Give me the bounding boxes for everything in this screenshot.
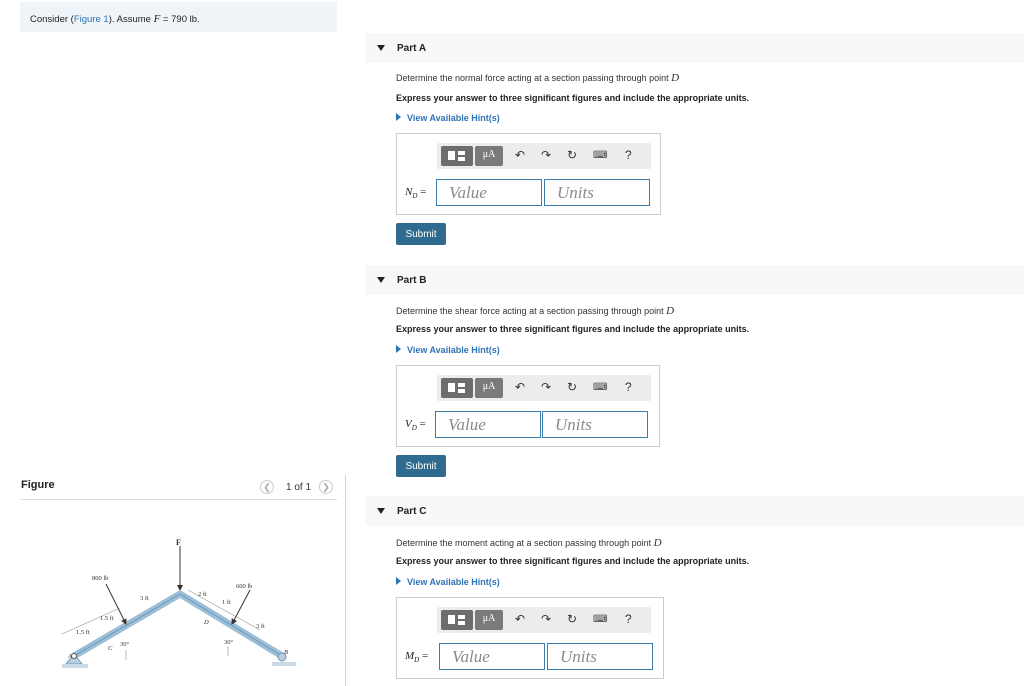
ground-b <box>272 662 296 666</box>
templates-icon[interactable] <box>441 610 473 630</box>
math-toolbar <box>437 375 651 401</box>
part-b-answer-box <box>396 365 660 447</box>
keyboard-icon[interactable]: ⌨ <box>593 382 608 393</box>
part-a-question <box>396 72 679 84</box>
collapse-triangle-icon[interactable] <box>377 277 385 283</box>
help-icon[interactable]: ? <box>625 380 632 394</box>
question-point: D <box>671 72 680 84</box>
ground-a <box>62 664 88 668</box>
math-toolbar <box>437 607 651 633</box>
redo-icon[interactable]: ↷ <box>541 612 552 626</box>
undo-icon[interactable]: ↶ <box>515 148 526 162</box>
subscript: D <box>414 656 420 665</box>
keyboard-icon[interactable]: ⌨ <box>593 614 608 625</box>
units-input[interactable]: Units <box>544 179 650 206</box>
joint-a <box>72 654 77 659</box>
equals-sign: = <box>421 650 429 662</box>
part-a-title: Part A <box>397 43 427 54</box>
label-600lb: 600 lb <box>236 583 253 590</box>
symbol: M <box>405 650 415 662</box>
part-c-question <box>396 537 662 549</box>
intro-prefix: Consider ( <box>30 14 74 25</box>
equals-sign: = <box>420 186 427 198</box>
units-icon[interactable]: μA <box>475 610 503 630</box>
label-1-5ft-a: 1.5 ft <box>100 615 114 622</box>
intro-value: = 790 lb. <box>160 14 200 25</box>
value-input[interactable]: Value <box>439 643 545 670</box>
part-c-instruction: Express your answer to three significant figures and include the appropriate units. <box>396 556 750 566</box>
math-toolbar <box>437 143 651 169</box>
value-input[interactable]: Value <box>436 179 542 206</box>
label-point-d: D <box>204 619 209 626</box>
part-a-instruction: Express your answer to three significant figures and include the appropriate units. <box>396 93 750 103</box>
help-icon[interactable]: ? <box>625 612 632 626</box>
undo-icon[interactable]: ↶ <box>515 380 526 394</box>
equals-sign: = <box>419 418 426 430</box>
hint-label: View Available Hint(s) <box>407 113 500 123</box>
redo-icon[interactable]: ↷ <box>541 148 552 162</box>
label-3ft-right: 3 ft <box>256 623 265 630</box>
part-a-variable <box>405 186 426 200</box>
units-icon[interactable]: μA <box>475 146 503 166</box>
part-c-answer-box <box>396 597 664 679</box>
label-f: F <box>176 538 181 547</box>
label-2ft: 2 ft <box>198 591 207 598</box>
label-point-c: C <box>108 645 113 652</box>
part-b-question <box>396 305 674 317</box>
part-c-header[interactable] <box>365 496 1024 526</box>
intro-text <box>30 13 200 25</box>
panel-divider <box>345 475 346 686</box>
redo-icon[interactable]: ↷ <box>541 380 552 394</box>
label-1ft: 1 ft <box>222 599 231 606</box>
part-a-submit-button[interactable]: Submit <box>396 223 446 245</box>
reset-icon[interactable]: ↻ <box>567 148 578 162</box>
part-b-variable <box>405 418 426 432</box>
units-icon[interactable]: μA <box>475 378 503 398</box>
part-b-header[interactable] <box>365 265 1024 295</box>
symbol: N <box>405 186 413 198</box>
figure-pager <box>260 480 333 494</box>
part-a-header[interactable] <box>365 33 1024 63</box>
part-b-submit-button[interactable]: Submit <box>396 455 446 477</box>
figure-link[interactable]: Figure 1 <box>73 14 109 25</box>
problem-intro <box>20 2 337 32</box>
label-3ft-left: 3 ft <box>140 595 149 602</box>
label-angle-right: 30° <box>224 639 234 646</box>
templates-icon[interactable] <box>441 146 473 166</box>
pager-count: 1 of 1 <box>286 481 312 493</box>
help-icon[interactable]: ? <box>625 148 632 162</box>
templates-icon[interactable] <box>441 378 473 398</box>
value-input[interactable]: Value <box>435 411 541 438</box>
hint-label: View Available Hint(s) <box>407 345 500 355</box>
question-text: Determine the normal force acting at a section passing through point <box>396 73 672 83</box>
part-c-title: Part C <box>397 506 427 517</box>
figure-heading: Figure <box>21 479 55 491</box>
question-point: D <box>653 537 662 549</box>
intro-variable: F <box>153 13 161 25</box>
label-800lb: 800 lb <box>92 575 109 582</box>
chevron-right-icon[interactable]: ❯ <box>319 480 333 494</box>
hint-triangle-icon <box>396 113 401 121</box>
units-input[interactable]: Units <box>547 643 653 670</box>
hint-label: View Available Hint(s) <box>407 577 500 587</box>
units-input[interactable]: Units <box>542 411 648 438</box>
label-angle-left: 30° <box>120 641 130 648</box>
collapse-triangle-icon[interactable] <box>377 45 385 51</box>
figure-divider <box>20 499 337 500</box>
part-c-variable <box>405 650 428 664</box>
label-point-b: B <box>284 649 288 656</box>
part-b-hint[interactable] <box>396 345 500 355</box>
chevron-left-icon[interactable]: ❮ <box>260 480 274 494</box>
part-c-hint[interactable] <box>396 577 500 587</box>
question-point: D <box>666 305 675 317</box>
label-point-a: A <box>68 653 72 660</box>
keyboard-icon[interactable]: ⌨ <box>593 150 608 161</box>
question-text: Determine the shear force acting at a section passing through point <box>396 306 667 316</box>
subscript: D <box>411 424 417 433</box>
hint-triangle-icon <box>396 577 401 585</box>
part-a-answer-box <box>396 133 661 215</box>
subscript: D <box>412 192 418 201</box>
question-text: Determine the moment acting at a section passing through point <box>396 538 654 548</box>
undo-icon[interactable]: ↶ <box>515 612 526 626</box>
hint-triangle-icon <box>396 345 401 353</box>
reset-icon[interactable]: ↻ <box>567 380 578 394</box>
symbol: V <box>405 418 412 430</box>
intro-suffix: ). Assume <box>108 14 154 25</box>
collapse-triangle-icon[interactable] <box>377 508 385 514</box>
reset-icon[interactable]: ↻ <box>567 612 578 626</box>
part-b-instruction: Express your answer to three significant figures and include the appropriate units. <box>396 324 750 334</box>
load-right-arrow <box>232 590 250 624</box>
frame-figure <box>60 530 300 686</box>
label-1-5ft-b: 1.5 ft <box>76 629 90 636</box>
part-a-hint[interactable] <box>396 113 500 123</box>
part-b-title: Part B <box>397 275 427 286</box>
